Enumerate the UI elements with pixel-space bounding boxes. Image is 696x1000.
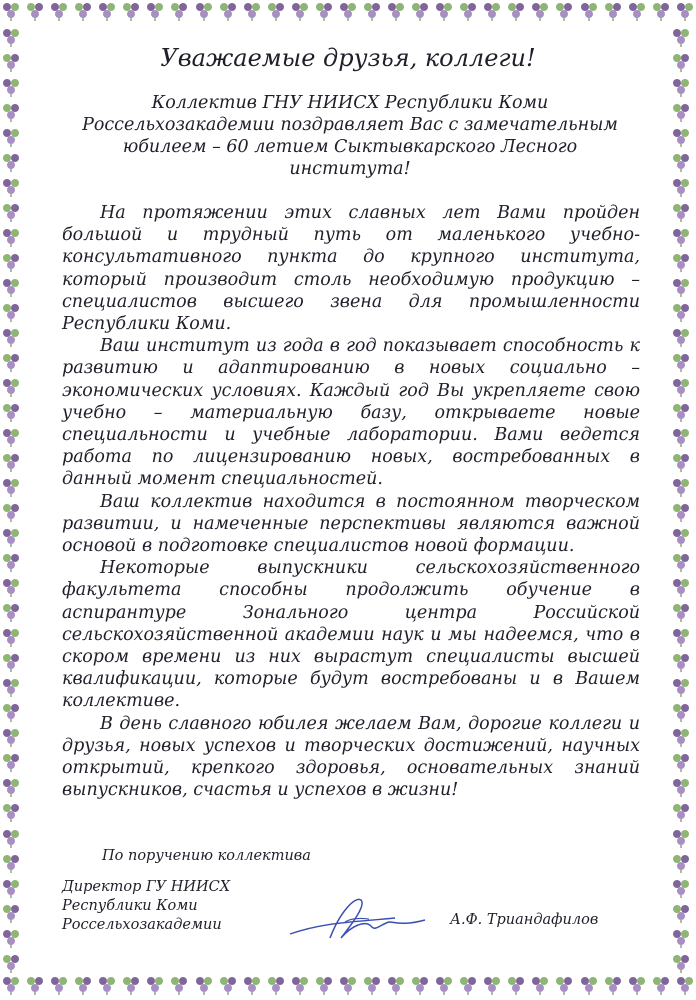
balloon-cluster-icon	[674, 974, 696, 996]
balloon-cluster-icon	[650, 0, 672, 22]
balloon-cluster-icon	[337, 0, 359, 22]
paragraph: На протяжении этих славных лет Вами пройден большой и трудный путь от маленького учебно-консультативного пункта до крупного института, который производит столь необходимую продукцию – специалистов высшего звена для промышленности Республики Коми.	[62, 203, 640, 335]
balloon-cluster-icon	[385, 0, 407, 22]
balloon-cluster-icon	[0, 301, 22, 323]
balloon-cluster-icon	[670, 426, 692, 448]
balloon-cluster-icon	[670, 451, 692, 473]
bottom-ornament-border	[0, 974, 696, 1000]
balloon-cluster-icon	[193, 0, 215, 22]
balloon-cluster-icon	[0, 226, 22, 248]
balloon-cluster-icon	[505, 0, 527, 22]
paragraph: В день славного юбилея желаем Вам, дорогие коллеги и друзья, новых успехов и творческих достижений, научных открытий, крепкого здоровья, основательных знаний выпускников, счастья и успехов в жизни!	[62, 713, 640, 801]
balloon-cluster-icon	[670, 201, 692, 223]
balloon-cluster-icon	[265, 974, 287, 996]
balloon-cluster-icon	[578, 974, 600, 996]
balloon-cluster-icon	[670, 276, 692, 298]
balloon-cluster-icon	[670, 26, 692, 48]
balloon-cluster-icon	[670, 651, 692, 673]
balloon-cluster-icon	[144, 0, 166, 22]
balloon-cluster-icon	[120, 974, 142, 996]
balloon-cluster-icon	[602, 0, 624, 22]
balloon-cluster-icon	[481, 974, 503, 996]
balloon-cluster-icon	[670, 76, 692, 98]
balloon-cluster-icon	[0, 852, 22, 874]
balloon-cluster-icon	[0, 101, 22, 123]
balloon-cluster-icon	[670, 126, 692, 148]
balloon-cluster-icon	[0, 76, 22, 98]
letter-body	[62, 202, 640, 801]
balloon-cluster-icon	[670, 902, 692, 924]
balloon-cluster-icon	[670, 376, 692, 398]
balloon-cluster-icon	[168, 0, 190, 22]
balloon-cluster-icon	[0, 827, 22, 849]
balloon-cluster-icon	[48, 0, 70, 22]
balloon-cluster-icon	[670, 551, 692, 573]
balloon-cluster-icon	[0, 326, 22, 348]
paragraph: Ваш коллектив находится в постоянном творческом развитии, и намеченные перспективы являются важной основой в подготовке специалистов новой формации.	[62, 491, 640, 557]
balloon-cluster-icon	[48, 974, 70, 996]
balloon-cluster-icon	[626, 0, 648, 22]
director-line: Республики Коми	[62, 898, 198, 914]
balloon-cluster-icon	[361, 974, 383, 996]
balloon-cluster-icon	[24, 974, 46, 996]
right-ornament-border	[670, 26, 696, 974]
balloon-cluster-icon	[670, 751, 692, 773]
paragraph: Некоторые выпускники сельскохозяйственного факультета способны продолжить обучение в аспирантуре Зонального центра Российской сельскохозяйственной академии наук и мы надеемся, что в скором времени из них вырастут специалисты высшей квалификации, которые будут востребованы и в Вашем коллективе.	[62, 558, 640, 712]
balloon-cluster-icon	[670, 51, 692, 73]
balloon-cluster-icon	[96, 0, 118, 22]
balloon-cluster-icon	[72, 974, 94, 996]
balloon-cluster-icon	[670, 151, 692, 173]
director-title	[62, 878, 230, 935]
balloon-cluster-icon	[670, 701, 692, 723]
balloon-cluster-icon	[0, 501, 22, 523]
balloon-cluster-icon	[289, 974, 311, 996]
balloon-cluster-icon	[0, 0, 22, 22]
balloon-cluster-icon	[670, 476, 692, 498]
balloon-cluster-icon	[0, 927, 22, 949]
balloon-cluster-icon	[0, 601, 22, 623]
balloon-cluster-icon	[670, 726, 692, 748]
balloon-cluster-icon	[0, 201, 22, 223]
balloon-cluster-icon	[602, 974, 624, 996]
balloon-cluster-icon	[0, 576, 22, 598]
balloon-cluster-icon	[670, 776, 692, 798]
balloon-cluster-icon	[0, 551, 22, 573]
balloon-cluster-icon	[0, 26, 22, 48]
balloon-cluster-icon	[670, 251, 692, 273]
balloon-cluster-icon	[670, 351, 692, 373]
balloon-cluster-icon	[529, 974, 551, 996]
balloon-cluster-icon	[144, 974, 166, 996]
balloon-cluster-icon	[670, 101, 692, 123]
balloon-cluster-icon	[217, 0, 239, 22]
balloon-cluster-icon	[0, 51, 22, 73]
balloon-cluster-icon	[553, 974, 575, 996]
balloon-cluster-icon	[0, 126, 22, 148]
paragraph: Ваш институт из года в год показывает способность к развитию и адаптированию в новых социально – экономических условиях. Каждый год Вы укрепляете свою учебно – материальную базу, открываете новые специальности и учебные лаборатории. Вами ведется работа по лицензированию новых, востребованных в данный момент специальностей.	[62, 336, 640, 490]
balloon-cluster-icon	[0, 776, 22, 798]
balloon-cluster-icon	[0, 952, 22, 974]
balloon-cluster-icon	[409, 974, 431, 996]
signature-image	[285, 892, 430, 948]
balloon-cluster-icon	[0, 451, 22, 473]
letter-page	[40, 30, 656, 970]
balloon-cluster-icon	[674, 0, 696, 22]
director-line: Россельхозакадемии	[62, 917, 222, 933]
balloon-cluster-icon	[670, 676, 692, 698]
balloon-cluster-icon	[553, 0, 575, 22]
balloon-cluster-icon	[337, 974, 359, 996]
balloon-cluster-icon	[313, 974, 335, 996]
balloon-cluster-icon	[670, 927, 692, 949]
balloon-cluster-icon	[433, 0, 455, 22]
balloon-cluster-icon	[670, 501, 692, 523]
balloon-cluster-icon	[0, 251, 22, 273]
balloon-cluster-icon	[241, 0, 263, 22]
balloon-cluster-icon	[313, 0, 335, 22]
balloon-cluster-icon	[0, 701, 22, 723]
balloon-cluster-icon	[670, 827, 692, 849]
balloon-cluster-icon	[0, 902, 22, 924]
balloon-cluster-icon	[0, 751, 22, 773]
balloon-cluster-icon	[626, 974, 648, 996]
balloon-cluster-icon	[241, 974, 263, 996]
balloon-cluster-icon	[72, 0, 94, 22]
balloon-cluster-icon	[168, 974, 190, 996]
balloon-cluster-icon	[670, 852, 692, 874]
balloon-cluster-icon	[193, 974, 215, 996]
letter-heading: Уважаемые друзья, коллеги!	[160, 44, 536, 72]
balloon-cluster-icon	[670, 226, 692, 248]
balloon-cluster-icon	[433, 974, 455, 996]
balloon-cluster-icon	[0, 974, 22, 996]
top-ornament-border	[0, 0, 696, 26]
balloon-cluster-icon	[670, 601, 692, 623]
balloon-cluster-icon	[505, 974, 527, 996]
balloon-cluster-icon	[0, 801, 22, 823]
letter-intro: Коллектив ГНУ НИИСХ Республики Коми Россельхозакадемии поздравляет Вас с замечательным юбилеем – 60 летием Сыктывкарского Лесного института!	[82, 93, 618, 179]
balloon-cluster-icon	[457, 0, 479, 22]
balloon-cluster-icon	[670, 877, 692, 899]
balloon-cluster-icon	[0, 401, 22, 423]
balloon-cluster-icon	[670, 301, 692, 323]
balloon-cluster-icon	[0, 376, 22, 398]
balloon-cluster-icon	[385, 974, 407, 996]
balloon-cluster-icon	[670, 952, 692, 974]
balloon-cluster-icon	[0, 151, 22, 173]
left-ornament-border	[0, 26, 26, 974]
balloon-cluster-icon	[670, 326, 692, 348]
balloon-cluster-icon	[265, 0, 287, 22]
balloon-cluster-icon	[0, 276, 22, 298]
balloon-cluster-icon	[0, 351, 22, 373]
balloon-cluster-icon	[670, 401, 692, 423]
on-behalf-line: По поручению коллектива	[102, 848, 311, 864]
balloon-cluster-icon	[457, 974, 479, 996]
director-line: Директор ГУ НИИСХ	[62, 879, 231, 895]
balloon-cluster-icon	[0, 176, 22, 198]
signer-name: А.Ф. Триандафилов	[450, 912, 599, 928]
balloon-cluster-icon	[0, 877, 22, 899]
balloon-cluster-icon	[529, 0, 551, 22]
balloon-cluster-icon	[409, 0, 431, 22]
balloon-cluster-icon	[578, 0, 600, 22]
balloon-cluster-icon	[217, 974, 239, 996]
balloon-cluster-icon	[289, 0, 311, 22]
balloon-cluster-icon	[670, 626, 692, 648]
balloon-cluster-icon	[120, 0, 142, 22]
balloon-cluster-icon	[24, 0, 46, 22]
balloon-cluster-icon	[0, 676, 22, 698]
balloon-cluster-icon	[0, 476, 22, 498]
balloon-cluster-icon	[670, 526, 692, 548]
balloon-cluster-icon	[361, 0, 383, 22]
balloon-cluster-icon	[481, 0, 503, 22]
balloon-cluster-icon	[96, 974, 118, 996]
balloon-cluster-icon	[0, 526, 22, 548]
balloon-cluster-icon	[0, 626, 22, 648]
balloon-cluster-icon	[0, 426, 22, 448]
balloon-cluster-icon	[650, 974, 672, 996]
balloon-cluster-icon	[670, 576, 692, 598]
balloon-cluster-icon	[670, 176, 692, 198]
balloon-cluster-icon	[670, 801, 692, 823]
balloon-cluster-icon	[0, 651, 22, 673]
balloon-cluster-icon	[0, 726, 22, 748]
